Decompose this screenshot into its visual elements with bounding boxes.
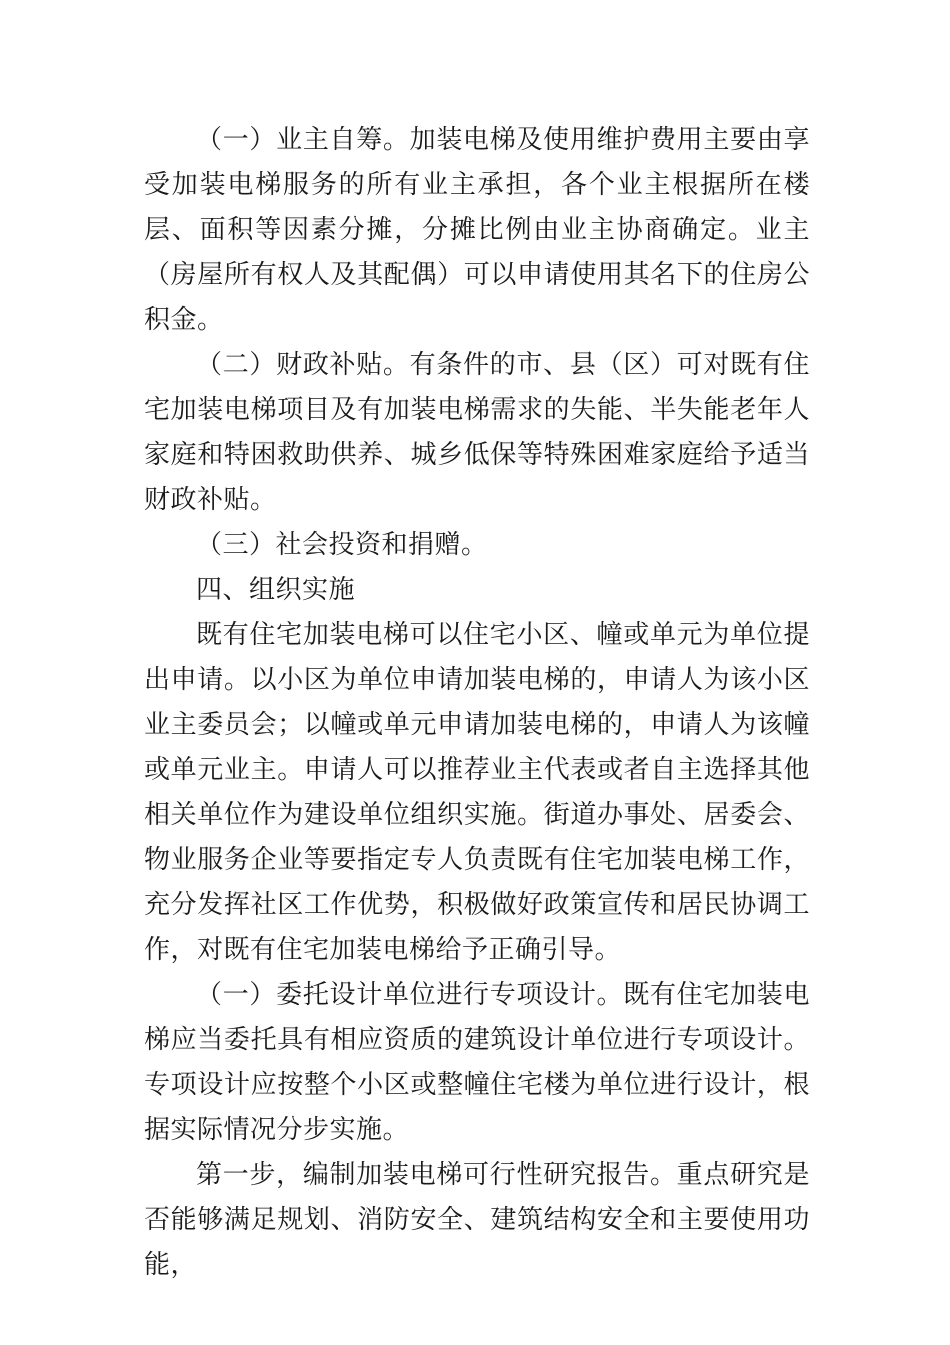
paragraph-step-one: 第一步，编制加装电梯可行性研究报告。重点研究是否能够满足规划、消防安全、建筑结构安全和主要使用功能， (144, 1160, 810, 1280)
paragraph-application: 既有住宅加装电梯可以住宅小区、幢或单元为单位提出申请。以小区为单位申请加装电梯的，申请人为该小区业主委员会；以幢或单元申请加装电梯的，申请人为该幢或单元业主。申请人可以推荐业主代表或者自主选择其他相关单位作为建设单位组织实施。街道办事处、居委会、物业服务企业等要指定专人负责既有住宅加装电梯工作，充分发挥社区工作优势，积极做好政策宣传和居民协调工作，对既有住宅加装电梯给予正确引导。 (144, 620, 810, 965)
paragraph-design-commission: （一）委托设计单位进行专项设计。既有住宅加装电梯应当委托具有相应资质的建筑设计单位进行专项设计。专项设计应按整个小区或整幢住宅楼为单位进行设计，根据实际情况分步实施。 (144, 980, 810, 1145)
document-body (144, 118, 810, 1288)
paragraph-fiscal-subsidy: （二）财政补贴。有条件的市、县（区）可对既有住宅加装电梯项目及有加装电梯需求的失能、半失能老年人家庭和特困救助供养、城乡低保等特殊困难家庭给予适当财政补贴。 (144, 350, 810, 515)
paragraph-social-investment: （三）社会投资和捐赠。 (196, 530, 488, 560)
paragraph-owner-funding: （一）业主自筹。加装电梯及使用维护费用主要由享受加装电梯服务的所有业主承担，各个业主根据所在楼层、面积等因素分摊，分摊比例由业主协商确定。业主（房屋所有权人及其配偶）可以申请使用其名下的住房公积金。 (144, 125, 810, 335)
section-heading-organization: 四、组织实施 (196, 575, 356, 605)
